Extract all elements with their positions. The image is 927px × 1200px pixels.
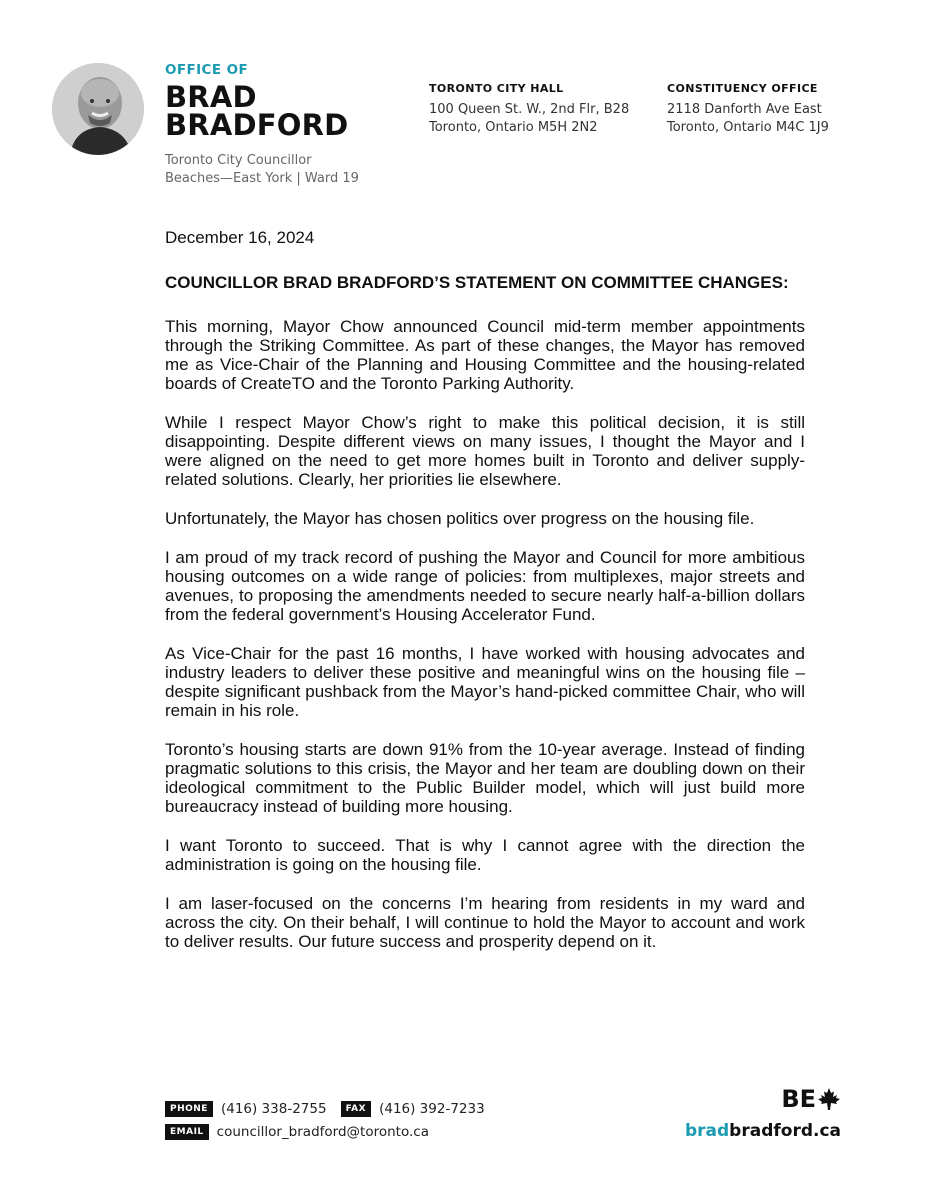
- statement-headline: COUNCILLOR BRAD BRADFORD’S STATEMENT ON COMMITTEE CHANGES:: [165, 273, 789, 292]
- paragraph-5: As Vice-Chair for the past 16 months, I have worked with housing advocates and industry leaders to deliver these positive and meaningful wins on the housing file – despite significant pushback from the Mayor’s hand-picked committee Chair, who will remain in his role.: [165, 644, 805, 720]
- brand-block: [685, 1085, 841, 1141]
- letter-body: [165, 228, 805, 971]
- be-logo-text: BE: [781, 1085, 816, 1113]
- councillor-last-name: BRADFORD: [165, 108, 349, 142]
- constituency-address: [667, 82, 829, 137]
- phone-fax-row: [165, 1101, 485, 1117]
- councillor-first-name: BRAD: [165, 80, 257, 114]
- constituency-line-2: Toronto, Ontario M4C 1J9: [667, 120, 829, 135]
- phone-label: PHONE: [165, 1101, 213, 1117]
- fax-label: FAX: [341, 1101, 372, 1117]
- email-label: EMAIL: [165, 1124, 209, 1140]
- be-logo: [685, 1085, 841, 1113]
- letterhead: [0, 0, 927, 200]
- paragraph-3: Unfortunately, the Mayor has chosen politics over progress on the housing file.: [165, 509, 755, 528]
- city-hall-line-1: 100 Queen St. W., 2nd Flr, B28: [429, 102, 630, 117]
- office-block: [165, 63, 359, 188]
- avatar: [52, 63, 144, 155]
- email-address[interactable]: councillor_bradford@toronto.ca: [216, 1124, 429, 1140]
- councillor-ward: Beaches—East York | Ward 19: [165, 171, 359, 186]
- website-part-1: brad: [684, 1121, 730, 1141]
- portrait-photo: [52, 63, 144, 155]
- paragraph-2: While I respect Mayor Chow’s right to make this political decision, it is still disappointing. Despite different views on many issues, I thought the Mayor and I were aligned on the need to get more homes built in Toronto and deliver supply-related solutions. Clearly, her priorities lie elsewhere.: [165, 413, 805, 489]
- paragraph-7: I want Toronto to succeed. That is why I cannot agree with the direction the administration is going on the housing file.: [165, 836, 805, 874]
- constituency-line-1: 2118 Danforth Ave East: [667, 102, 822, 117]
- office-of-label: OFFICE OF: [165, 62, 249, 78]
- city-hall-title: TORONTO CITY HALL: [429, 82, 564, 95]
- paragraph-6: Toronto’s housing starts are down 91% from the 10-year average. Instead of finding pragmatic solutions to this crisis, the Mayor and her team are doubling down on their ideological commitment to the Public Builder model, which will just build more bureaucracy instead of building more housing.: [165, 740, 805, 816]
- letter-footer: [0, 1080, 927, 1160]
- constituency-title: CONSTITUENCY OFFICE: [667, 82, 818, 95]
- website-part-2: bradford.ca: [729, 1121, 841, 1141]
- councillor-role: Toronto City Councillor: [165, 153, 312, 168]
- email-row: [165, 1124, 429, 1140]
- website-link[interactable]: [685, 1121, 841, 1141]
- paragraph-4: I am proud of my track record of pushing the Mayor and Council for more ambitious housing outcomes on a wide range of policies: from multiplexes, major streets and avenues, to proposing the amendments needed to secure nearly half-a-billion dollars from the federal government’s Housing Accelerator Fund.: [165, 548, 805, 624]
- maple-leaf-icon: [817, 1087, 841, 1111]
- letter-date: December 16, 2024: [165, 228, 315, 247]
- city-hall-address: [429, 82, 629, 137]
- phone-number[interactable]: (416) 338-2755: [220, 1101, 327, 1117]
- city-hall-line-2: Toronto, Ontario M5H 2N2: [429, 120, 598, 135]
- paragraph-8: I am laser-focused on the concerns I’m hearing from residents in my ward and across the city. On their behalf, I will continue to hold the Mayor to account and work to deliver results. Our future success and prosperity depend on it.: [165, 894, 805, 951]
- fax-number: (416) 392-7233: [379, 1101, 485, 1117]
- paragraph-1: This morning, Mayor Chow announced Council mid-term member appointments through the Striking Committee. As part of these changes, the Mayor has removed me as Vice-Chair of the Planning and Housing Committee and the housing-related boards of CreateTO and the Toronto Parking Authority.: [165, 317, 805, 393]
